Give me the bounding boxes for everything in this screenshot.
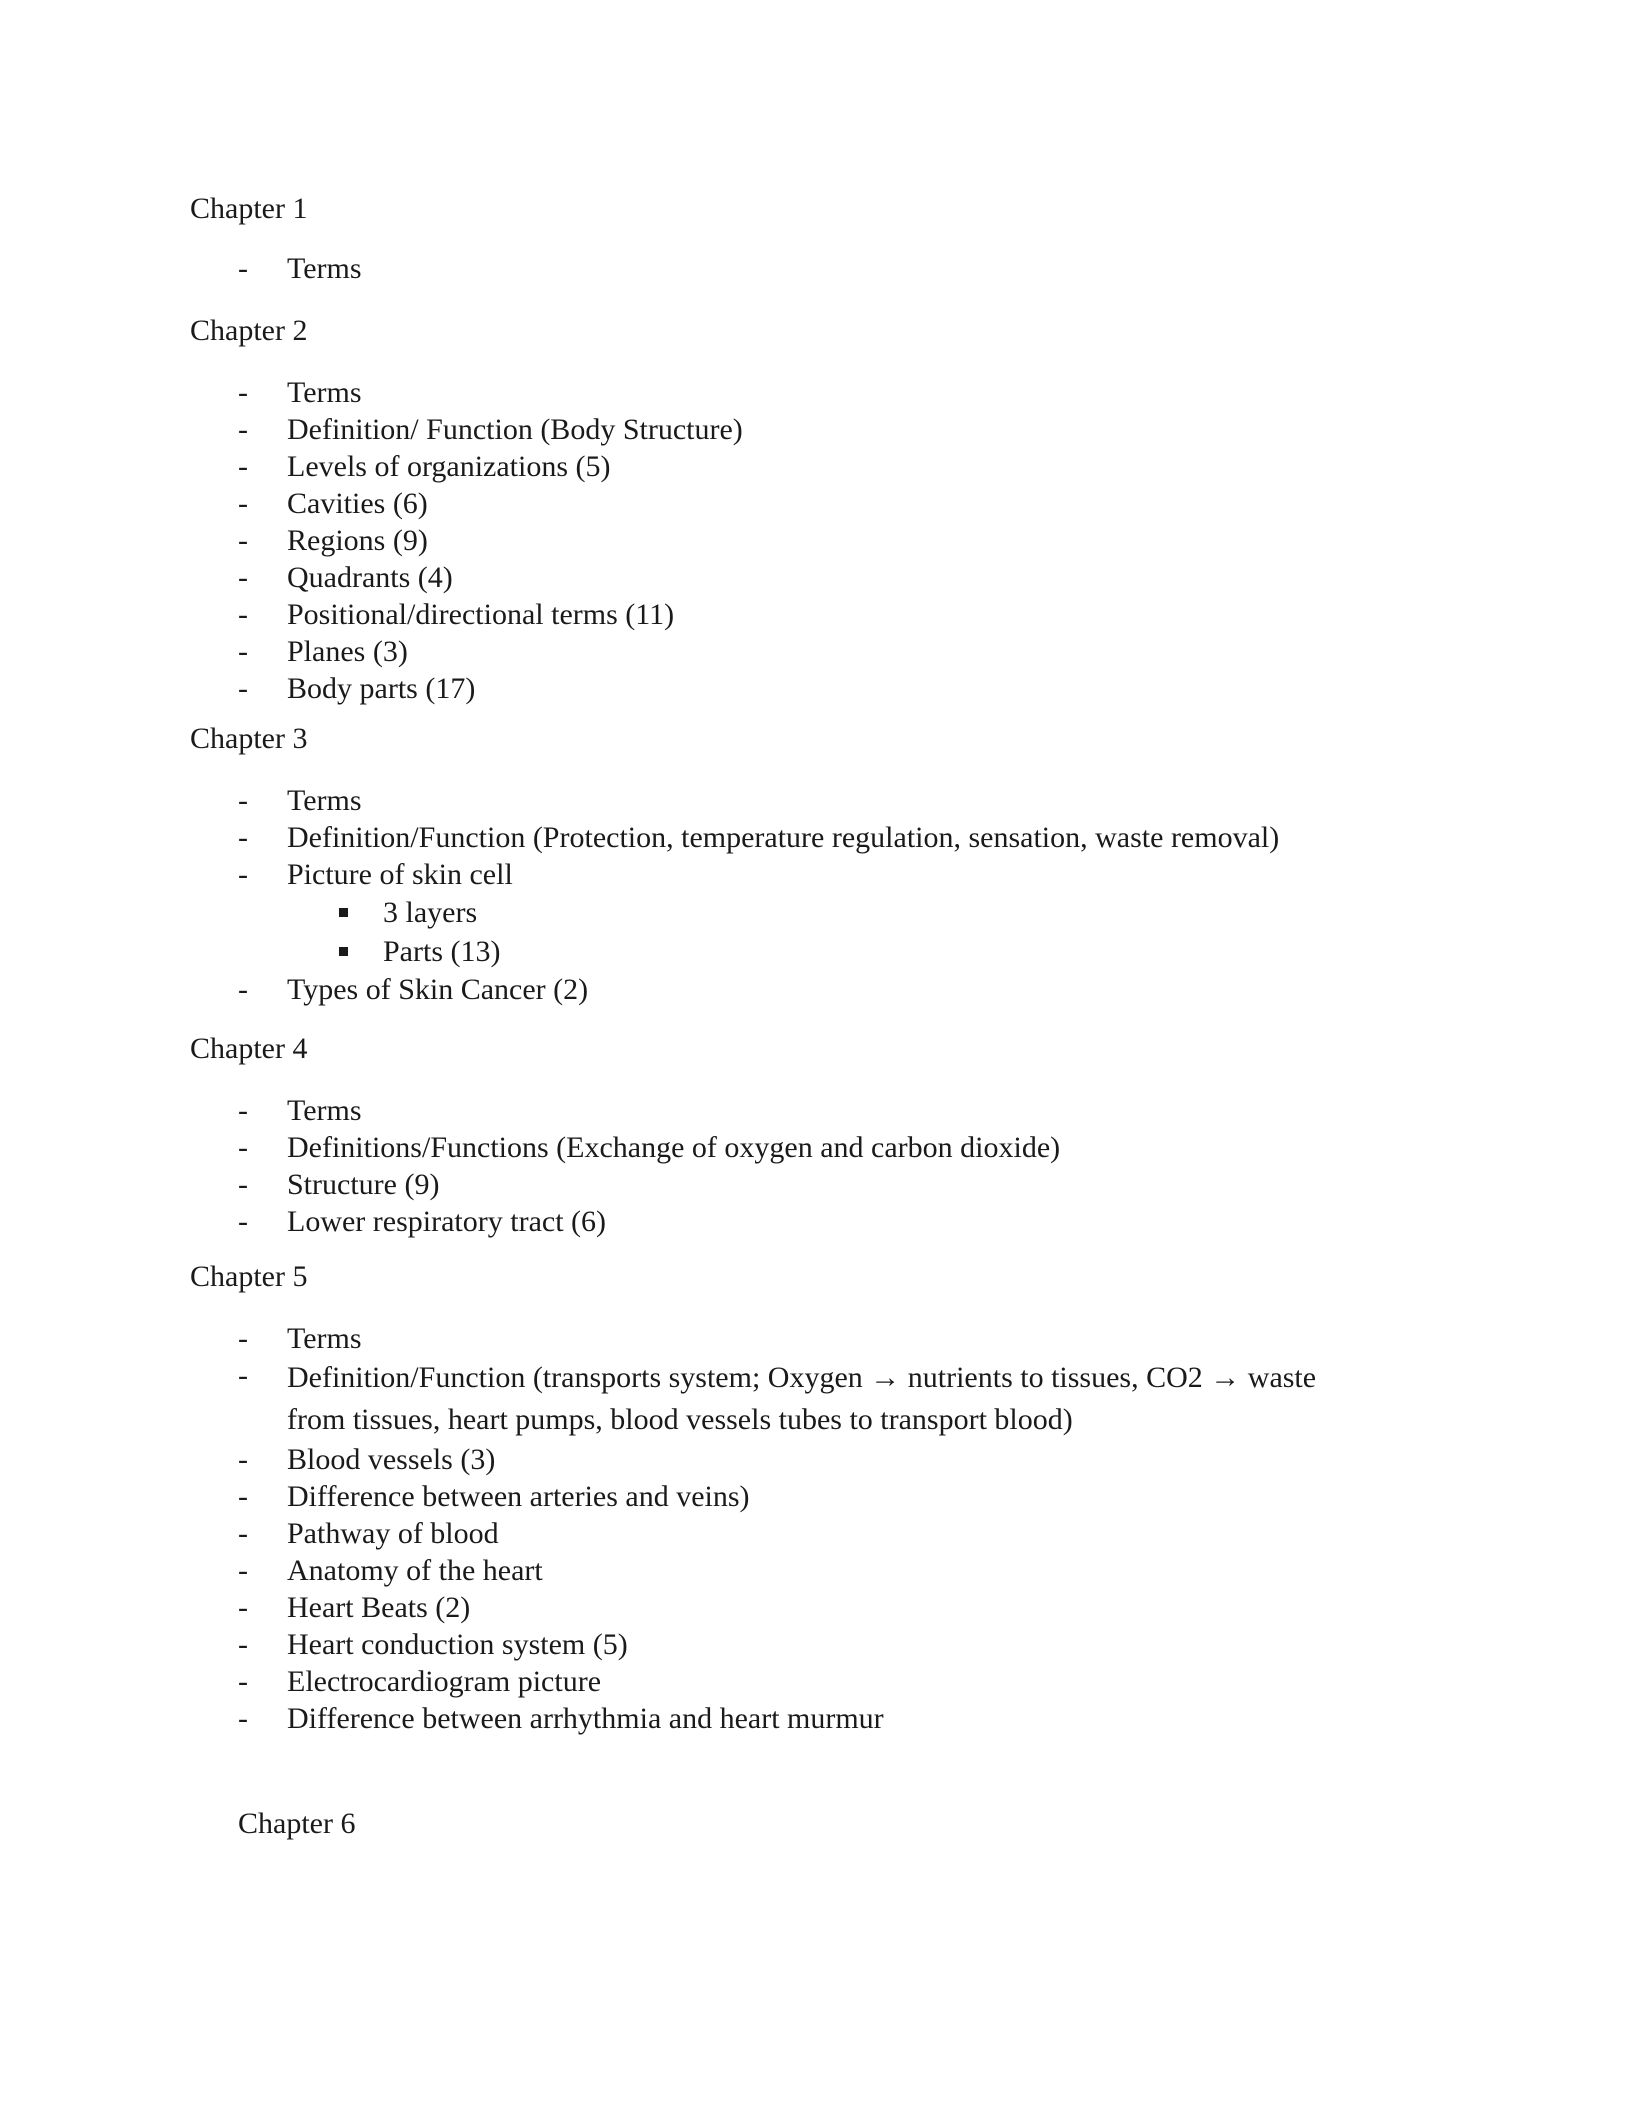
chapter-4-section (190, 1030, 1490, 1240)
dash-bullet: - (238, 487, 248, 520)
list-item-text: Terms (287, 1322, 362, 1355)
list-item (190, 819, 1490, 856)
list-item (190, 485, 1490, 522)
dash-bullet: - (238, 672, 248, 705)
list-item-text: Terms (287, 1094, 362, 1127)
dash-bullet: - (238, 598, 248, 631)
list-item (190, 782, 1490, 819)
dash-bullet: - (238, 1168, 248, 1201)
chapter-5-section (190, 1258, 1490, 1737)
list-item (190, 971, 1490, 1008)
dash-bullet: - (238, 413, 248, 446)
list-item (190, 1092, 1490, 1129)
list-item-text: Heart conduction system (5) (287, 1628, 628, 1661)
list-item (190, 1203, 1490, 1240)
skin-cell-sublist (287, 893, 1490, 971)
chapter-1-list (190, 250, 1490, 287)
list-item-text: Difference between arteries and veins) (287, 1480, 750, 1513)
list-item (190, 670, 1490, 707)
list-item (190, 1478, 1490, 1515)
chapter-3-title: Chapter 3 (190, 722, 308, 755)
dash-bullet: - (238, 1517, 248, 1550)
list-item-text: Cavities (6) (287, 487, 428, 520)
list-item-text: Definition/ Function (Body Structure) (287, 413, 743, 446)
dash-bullet: - (238, 821, 248, 854)
chapter-1-title: Chapter 1 (190, 192, 308, 225)
dash-bullet: - (238, 784, 248, 817)
list-item (190, 856, 1490, 971)
list-item (190, 448, 1490, 485)
list-item (190, 1166, 1490, 1203)
list-item-text: Terms (287, 784, 362, 817)
dash-bullet: - (238, 635, 248, 668)
list-item-text: Types of Skin Cancer (2) (287, 973, 589, 1006)
chapter-4-title: Chapter 4 (190, 1032, 308, 1065)
list-item-text: Regions (9) (287, 524, 428, 557)
chapter-5-title: Chapter 5 (190, 1260, 308, 1293)
dash-bullet: - (238, 973, 248, 1006)
list-item-text: Anatomy of the heart (287, 1554, 543, 1587)
chapter-2-list (190, 374, 1490, 707)
sub-list-item-text: Parts (13) (383, 935, 501, 968)
list-item-text: Terms (287, 252, 362, 285)
chapter-2-section (190, 312, 1490, 707)
list-item (190, 1515, 1490, 1552)
list-item-text: Body parts (17) (287, 672, 476, 705)
chapter-3-section (190, 720, 1490, 1008)
list-item-text-continued: from tissues, heart pumps, blood vessels tubes to transport blood) (287, 1403, 1073, 1436)
sub-list-item (287, 893, 1490, 932)
list-item-text: Levels of organizations (5) (287, 450, 611, 483)
list-item-text: Difference between arrhythmia and heart murmur (287, 1702, 884, 1735)
dash-bullet: - (238, 1131, 248, 1164)
chapter-2-title: Chapter 2 (190, 314, 308, 347)
list-item (190, 1663, 1490, 1700)
dash-bullet: - (238, 252, 248, 285)
list-item-text: Lower respiratory tract (6) (287, 1205, 607, 1238)
list-item (190, 411, 1490, 448)
chapter-3-list (190, 782, 1490, 1008)
list-item-text: Definition/Function (transports system; Oxygen → nutrients to tissues, CO2 → waste (287, 1361, 1317, 1394)
list-item (190, 1357, 1490, 1441)
dash-bullet: - (238, 1628, 248, 1661)
list-item-text: Planes (3) (287, 635, 408, 668)
chapter-4-list (190, 1092, 1490, 1240)
list-item (190, 374, 1490, 411)
list-item (190, 596, 1490, 633)
list-item-text: Definition/Function (Protection, temperature regulation, sensation, waste removal) (287, 821, 1280, 854)
list-item-text: Structure (9) (287, 1168, 440, 1201)
list-item (190, 559, 1490, 596)
list-item-text: Positional/directional terms (11) (287, 598, 675, 631)
list-item-text: Picture of skin cell (287, 858, 513, 891)
list-item (190, 633, 1490, 670)
dash-bullet: - (238, 1094, 248, 1127)
dash-bullet: - (238, 1702, 248, 1735)
dash-bullet: - (238, 376, 248, 409)
list-item (190, 1320, 1490, 1357)
list-item (190, 1441, 1490, 1478)
chapter-5-list (190, 1320, 1490, 1737)
list-item (190, 522, 1490, 559)
chapter-6-section (238, 1805, 1538, 1843)
dash-bullet: - (238, 524, 248, 557)
list-item (190, 1552, 1490, 1589)
list-item (190, 1626, 1490, 1663)
dash-bullet: - (238, 1205, 248, 1238)
list-item (190, 1589, 1490, 1626)
dash-bullet: - (238, 1554, 248, 1587)
list-item-text: Terms (287, 376, 362, 409)
dash-bullet: - (238, 1591, 248, 1624)
dash-bullet: - (238, 1665, 248, 1698)
dash-bullet: - (238, 858, 248, 891)
chapter-1-section (190, 190, 1490, 287)
dash-bullet: - (238, 1443, 248, 1476)
dash-bullet: - (238, 561, 248, 594)
list-item-text: Heart Beats (2) (287, 1591, 471, 1624)
dash-bullet: - (238, 1322, 248, 1355)
list-item-text: Blood vessels (3) (287, 1443, 496, 1476)
sub-list-item-text: 3 layers (383, 896, 478, 929)
list-item-text: Definitions/Functions (Exchange of oxygen and carbon dioxide) (287, 1131, 1061, 1164)
list-item-text: Pathway of blood (287, 1517, 499, 1550)
sub-list-item (287, 932, 1490, 971)
square-bullet-icon (339, 908, 348, 917)
dash-bullet: - (238, 450, 248, 483)
dash-bullet: - (238, 1359, 248, 1392)
list-item (190, 250, 1490, 287)
dash-bullet: - (238, 1480, 248, 1513)
list-item (190, 1700, 1490, 1737)
list-item (190, 1129, 1490, 1166)
square-bullet-icon (339, 947, 348, 956)
chapter-6-title: Chapter 6 (238, 1807, 356, 1840)
list-item-text: Quadrants (4) (287, 561, 453, 594)
list-item-text: Electrocardiogram picture (287, 1665, 602, 1698)
